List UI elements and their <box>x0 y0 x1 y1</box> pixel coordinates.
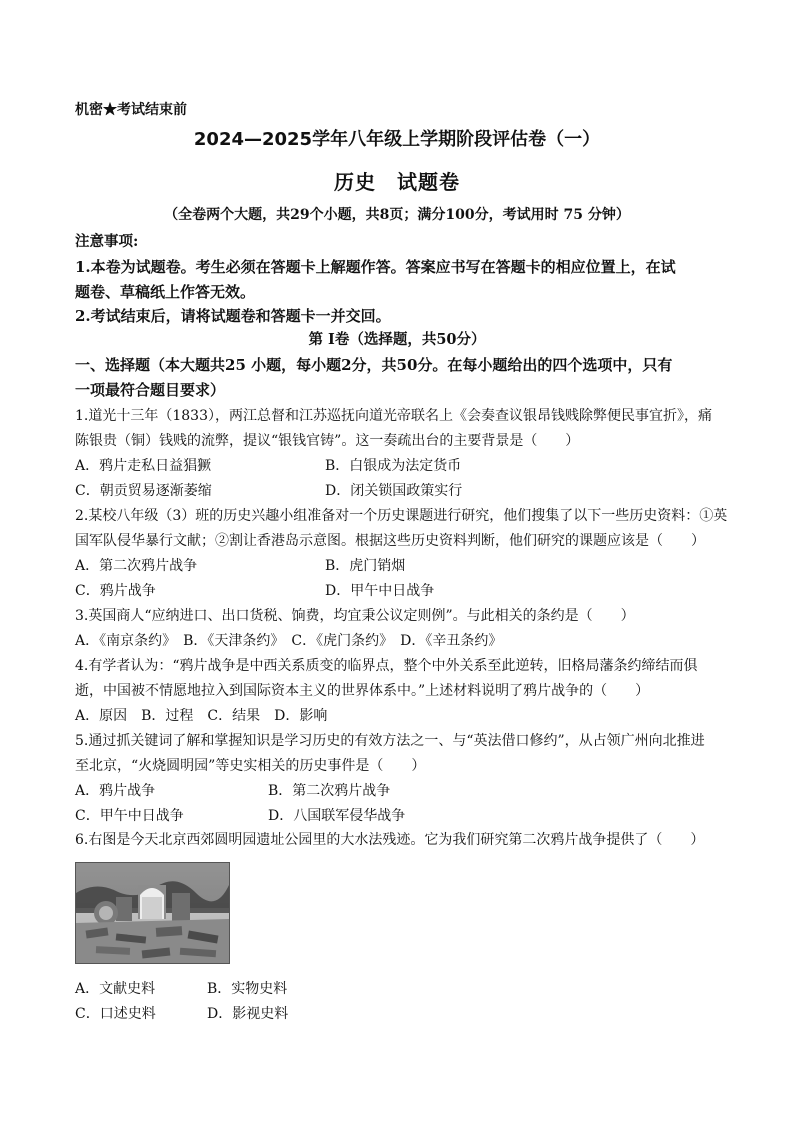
question-4-line-2: 逝，中国被不情愿地拉入到国际资本主义的世界体系中。”上述材料说明了鸦片战争的（ ） <box>75 683 650 699</box>
question-3-options: A．《南京条约》 B．《天津条约》 C．《虎门条约》 D．《辛丑条约》 <box>75 633 503 649</box>
question-4-line-1: 4.有学者认为：“鸦片战争是中西关系质变的临界点，整个中外关系至此逆转，旧格局藩条约缔结而俱 <box>75 658 698 674</box>
question-5-line-2: 至北京，“火烧圆明园”等史实相关的历史事件是（ ） <box>75 758 426 774</box>
question-1-option-c: C．朝贡贸易逐渐萎缩 <box>75 483 212 499</box>
question-2-line-2: 国军队侵华暴行文献；②割让香港岛示意图。根据这些历史资料判断，他们研究的课题应该是（ ） <box>75 533 705 549</box>
volume-title: 第 Ⅰ卷（选择题，共50分） <box>308 331 486 348</box>
question-2-option-d: D．甲午中日战争 <box>325 583 435 599</box>
question-2-option-a: A．第二次鸦片战争 <box>75 558 198 574</box>
note-2: 2.考试结束后，请将试题卷和答题卡一并交回。 <box>75 307 391 325</box>
question-5-option-c: C．甲午中日战争 <box>75 808 184 824</box>
question-1-option-a: A．鸦片走私日益猖獗 <box>75 458 212 474</box>
question-6-option-c: C．口述史料 <box>75 1006 156 1022</box>
section-instruction-line-2: 一项最符合题目要求） <box>75 381 226 399</box>
confidential-label: 机密★考试结束前 <box>75 102 187 118</box>
question-2-option-c: C．鸦片战争 <box>75 583 156 599</box>
question-5-option-d: D．八国联军侵华战争 <box>268 808 406 824</box>
question-3-line-1: 3.英国商人“应纳进口、出口货税、饷费，均宜秉公议定则例”。与此相关的条约是（ ） <box>75 608 635 624</box>
yuanmingyuan-ruins-photo <box>75 862 230 964</box>
question-6-option-d: D．影视史料 <box>207 1006 289 1022</box>
question-1-option-b: B．白银成为法定货币 <box>325 458 462 474</box>
notes-heading: 注意事项: <box>75 233 139 250</box>
question-6-line-1: 6.右图是今天北京西郊圆明园遗址公园里的大水法残迹。它为我们研究第二次鸦片战争提供了（ ） <box>75 832 705 848</box>
ruins-illustration <box>76 863 229 963</box>
question-1-line-2: 陈银贵（铜）钱贱的流弊，提议“银钱官铸”。这一奏疏出台的主要背景是（ ） <box>75 433 580 449</box>
question-5-line-1: 5.通过抓关键词了解和掌握知识是学习历史的有效方法之一、与“英法借口修约”，从占领广州向北推进 <box>75 733 705 749</box>
question-4-options: A．原因 B．过程 C．结果 D．影响 <box>75 708 328 724</box>
question-5-option-a: A．鸦片战争 <box>75 783 156 799</box>
section-instruction-line-1: 一、选择题（本大题共25 小题，每小题2分，共50分。在每小题给出的四个选项中，只有 <box>75 356 673 374</box>
exam-title: 2024—2025学年八年级上学期阶段评估卷（一） <box>193 129 601 150</box>
subject-title: 历史 试题卷 <box>334 170 460 194</box>
question-6-option-a: A．文献史料 <box>75 981 156 997</box>
question-1-line-1: 1.道光十三年（1833），两江总督和江苏巡抚向道光帝联名上《会奏查议银昂钱贱除弊便民事宜折》，痛 <box>75 408 712 424</box>
question-1-option-d: D．闭关锁国政策实行 <box>325 483 463 499</box>
question-5-option-b: B．第二次鸦片战争 <box>268 783 391 799</box>
note-1-line-2: 题卷、草稿纸上作答无效。 <box>75 283 256 301</box>
exam-summary: （全卷两个大题，共29个小题，共8页；满分100分，考试用时 75 分钟） <box>164 207 630 223</box>
note-1-line-1: 1.本卷为试题卷。考生必须在答题卡上解题作答。答案应书写在答题卡的相应位置上，在试 <box>75 258 676 276</box>
question-2-line-1: 2.某校八年级（3）班的历史兴趣小组准备对一个历史课题进行研究，他们搜集了以下一些历史资料：①英 <box>75 508 728 524</box>
question-2-option-b: B．虎门销烟 <box>325 558 406 574</box>
question-6-option-b: B．实物史料 <box>207 981 288 997</box>
